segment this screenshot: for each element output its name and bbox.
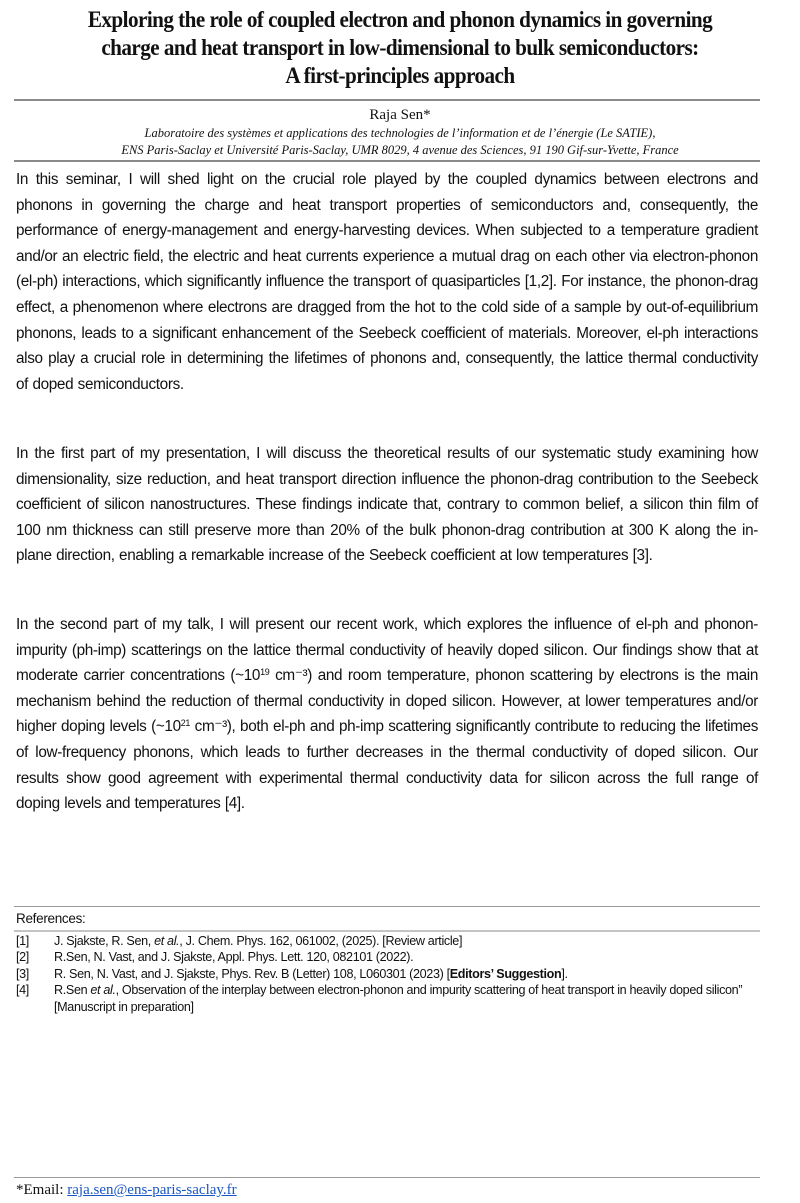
title-line-2: charge and heat transport in low-dimensional to bulk semiconductors: [101, 35, 699, 60]
editors-suggestion-label: Editors’ Suggestion [449, 966, 562, 981]
reference-et-al: et al. [154, 934, 180, 948]
reference-item [16, 933, 756, 949]
email-footnote [16, 1181, 237, 1199]
affiliation [0, 124, 800, 158]
title-line-3: A first-principles approach [285, 63, 515, 88]
title-divider [14, 99, 760, 101]
reference-number: [4] [16, 983, 29, 998]
reference-item [16, 982, 756, 1015]
paragraph-3-text-c: cm⁻³), both el-ph and ph-imp scattering significantly contribute to reducing the lifetimes of low-frequency phonons, which leads to further decreases in the thermal conductivity of doped silicon. Our results show good agreement with experimental thermal conductivity data for silicon across the full range of doping levels and temperatures [4]. [16, 718, 758, 813]
exponent-21: 21 [180, 718, 191, 729]
reference-item [16, 949, 756, 965]
reference-text: R.Sen, N. Vast, and J. Sjakste, Appl. Phys. Lett. 120, 082101 (2022). [54, 950, 414, 965]
reference-number: [2] [16, 950, 29, 965]
email-label: *Email: [16, 1182, 68, 1198]
affiliation-divider [14, 160, 760, 162]
reference-authors: J. Sjakste, R. Sen, [54, 934, 155, 948]
abstract-paragraph-1: In this seminar, I will shed light on the crucial role played by the coupled dynamics between electrons and phonons in governing the charge and heat transport properties of semiconductors and, consequently, the performance of energy-management and energy-harvesting devices. When subjected to a temperature gradient and/or an electric field, the electric and heat currents experience a mutual drag on each other via electron-phonon (el-ph) interactions, which significantly influence the transport of quasiparticles [1,2]. For instance, the phonon-drag effect, a phenomenon where electrons are dragged from the hot to the cold side of a sample by out-of-equilibrium phonons, leads to a significant enhancement of the Seebeck coefficient of materials. Moreover, el-ph interactions also play a crucial role in determining the lifetimes of phonons and, consequently, the lattice thermal conductivity of doped semiconductors. [16, 171, 758, 393]
reference-citation: , J. Chem. Phys. 162, 061002, (2025). [Review article] [179, 934, 463, 948]
affiliation-line-2: ENS Paris-Saclay et Université Paris-Saclay, UMR 8029, 4 avenue des Sciences, 91 190 Gif-sur-Yvette, France [121, 142, 679, 157]
reference-citation: R. Sen, N. Vast, and J. Sjakste, Phys. Rev. B (Letter) 108, L060301 (2023) [ [54, 966, 450, 981]
paragraph-3-text-b: cm⁻³) and room temperature, phonon scattering by electrons is the main mechanism behind the reduction of thermal conductivity in doped silicon. However, at lower temperatures and/or higher doping levels (~10 [16, 667, 758, 736]
exponent-19: 19 [260, 667, 270, 678]
reference-text [54, 982, 756, 1015]
footnote-divider [14, 1177, 760, 1178]
author-name: Raja Sen* [369, 107, 431, 123]
reference-citation: , Observation of the interplay between electron-phonon and impurity scattering of heat transport in heavily doped silicon” [Manuscript in preparation] [54, 983, 743, 1014]
reference-number: [3] [16, 966, 29, 981]
references-list [16, 933, 756, 1015]
reference-closing: ]. [561, 966, 568, 981]
reference-text [54, 933, 756, 949]
paper-title [0, 6, 800, 90]
title-line-1: Exploring the role of coupled electron and phonon dynamics in governing [87, 7, 713, 32]
reference-item [16, 966, 756, 982]
references-heading: References: [16, 911, 86, 926]
email-link[interactable]: raja.sen@ens-paris-saclay.fr [67, 1182, 237, 1198]
reference-text [54, 966, 756, 982]
reference-et-al: et al. [90, 983, 116, 998]
reference-number: [1] [16, 934, 29, 948]
affiliation-line-1: Laboratoire des systèmes et applications des technologies de l’information et de l’énergie (Le SATIE), [144, 125, 656, 140]
references-top-divider [14, 906, 760, 907]
paragraph-3-text-a: In the second part of my talk, I will present our recent work, which explores the influence of el-ph and phonon-impurity (ph-imp) scatterings on the lattice thermal conductivity of heavily doped silicon. Our findings show that at moderate carrier concentrations (~10 [16, 616, 758, 685]
reference-authors: R.Sen [54, 983, 91, 998]
abstract-paragraph-2: In the first part of my presentation, I will discuss the theoretical results of our systematic study examining how dimensionality, size reduction, and heat transport direction influence the phonon-drag contribution to the Seebeck coefficient of silicon nanostructures. These findings indicate that, contrary to common belief, a silicon thin film of 100 nm thickness can still preserve more than 20% of the bulk phonon-drag contribution at 300 K along the in-plane direction, enabling a remarkable increase of the Seebeck coefficient at low temperatures [3]. [16, 445, 758, 565]
abstract-paragraph-3 [16, 612, 758, 817]
references-heading-divider [14, 930, 760, 932]
